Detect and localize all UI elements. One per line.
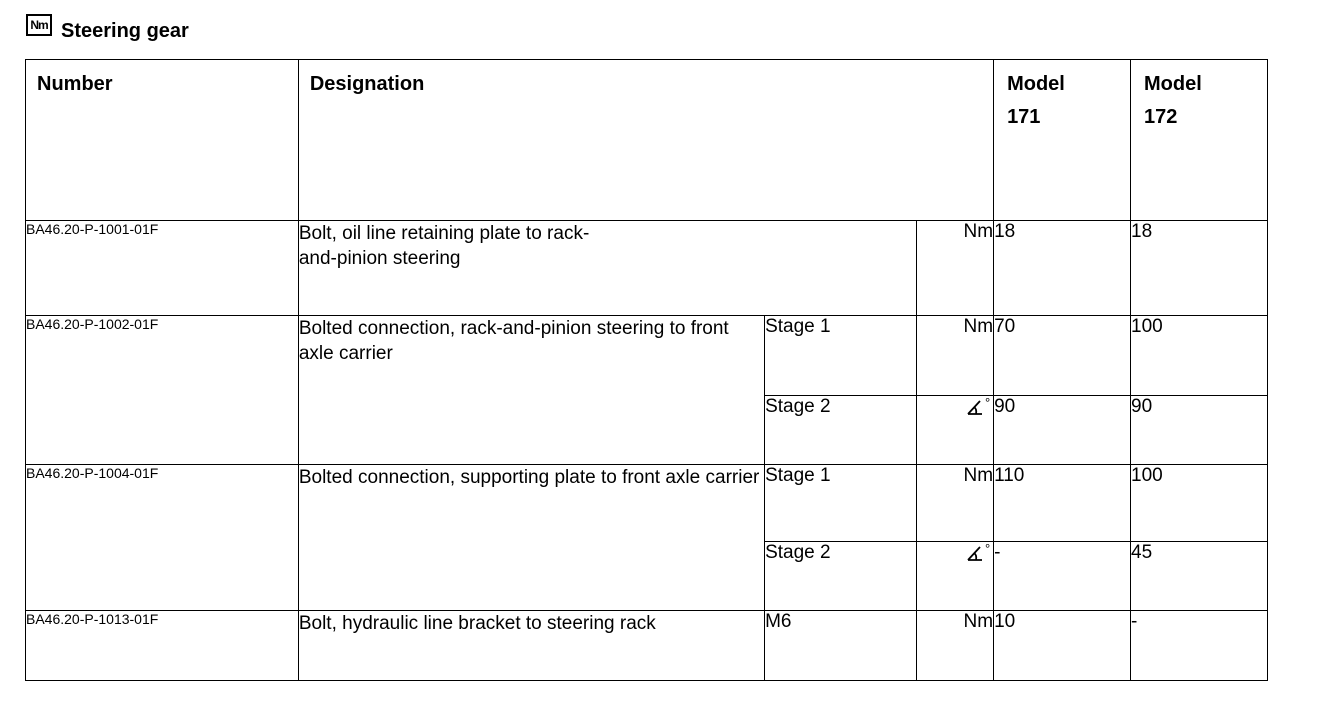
header-number: Number <box>26 60 299 221</box>
row-value-172: 18 <box>1131 221 1268 316</box>
row-number: BA46.20-P-1004-01F <box>26 465 299 611</box>
row-number: BA46.20-P-1001-01F <box>26 221 299 316</box>
header-model-172 <box>1131 60 1268 221</box>
row-designation: Bolt, hydraulic line bracket to steering rack <box>298 611 764 681</box>
row-unit: Nm <box>916 611 993 681</box>
row-designation: Bolted connection, supporting plate to front axle carrier <box>298 465 764 611</box>
angle-icon <box>965 542 993 564</box>
row-value-172: 100 <box>1131 465 1268 542</box>
torque-spec-table <box>25 59 1268 681</box>
row-stage: M6 <box>765 611 917 681</box>
row-value-171: 18 <box>994 221 1131 316</box>
header-designation: Designation <box>298 60 993 221</box>
angle-degree-symbol: ° <box>985 542 991 556</box>
row-value-171: 10 <box>994 611 1131 681</box>
row-unit-angle <box>916 396 993 465</box>
row-number: BA46.20-P-1013-01F <box>26 611 299 681</box>
header-model-172-label: Model <box>1144 73 1202 95</box>
table-row <box>26 465 1268 542</box>
header-model-171 <box>994 60 1131 221</box>
row-value-172: 45 <box>1131 542 1268 611</box>
row-unit-angle <box>916 542 993 611</box>
angle-degree-symbol: ° <box>985 396 991 410</box>
row-value-171: 90 <box>994 396 1131 465</box>
row-unit: Nm <box>916 465 993 542</box>
document-title-row <box>26 12 189 42</box>
table-row <box>26 221 1268 316</box>
row-value-172: 100 <box>1131 316 1268 396</box>
header-model-172-number: 172 <box>1144 106 1178 128</box>
row-stage: Stage 2 <box>765 396 917 465</box>
row-value-171: 110 <box>994 465 1131 542</box>
page-title: Steering gear <box>61 19 189 42</box>
table-row <box>26 611 1268 681</box>
header-model-171-label: Model <box>1007 73 1065 95</box>
table-header-row <box>26 60 1268 221</box>
row-number: BA46.20-P-1002-01F <box>26 316 299 465</box>
table-row <box>26 316 1268 396</box>
row-stage: Stage 1 <box>765 316 917 396</box>
row-designation: Bolt, oil line retaining plate to rack-and-pinion steering <box>298 221 916 316</box>
row-designation: Bolted connection, rack-and-pinion steering to front axle carrier <box>298 316 764 465</box>
angle-icon <box>965 396 993 418</box>
row-stage: Stage 2 <box>765 542 917 611</box>
row-value-172: - <box>1131 611 1268 681</box>
row-unit: Nm <box>916 316 993 396</box>
row-value-171: 70 <box>994 316 1131 396</box>
row-unit: Nm <box>916 221 993 316</box>
row-stage: Stage 1 <box>765 465 917 542</box>
row-value-171: - <box>994 542 1131 611</box>
torque-nm-icon: Nm <box>26 14 52 36</box>
header-model-171-number: 171 <box>1007 106 1041 128</box>
row-value-172: 90 <box>1131 396 1268 465</box>
